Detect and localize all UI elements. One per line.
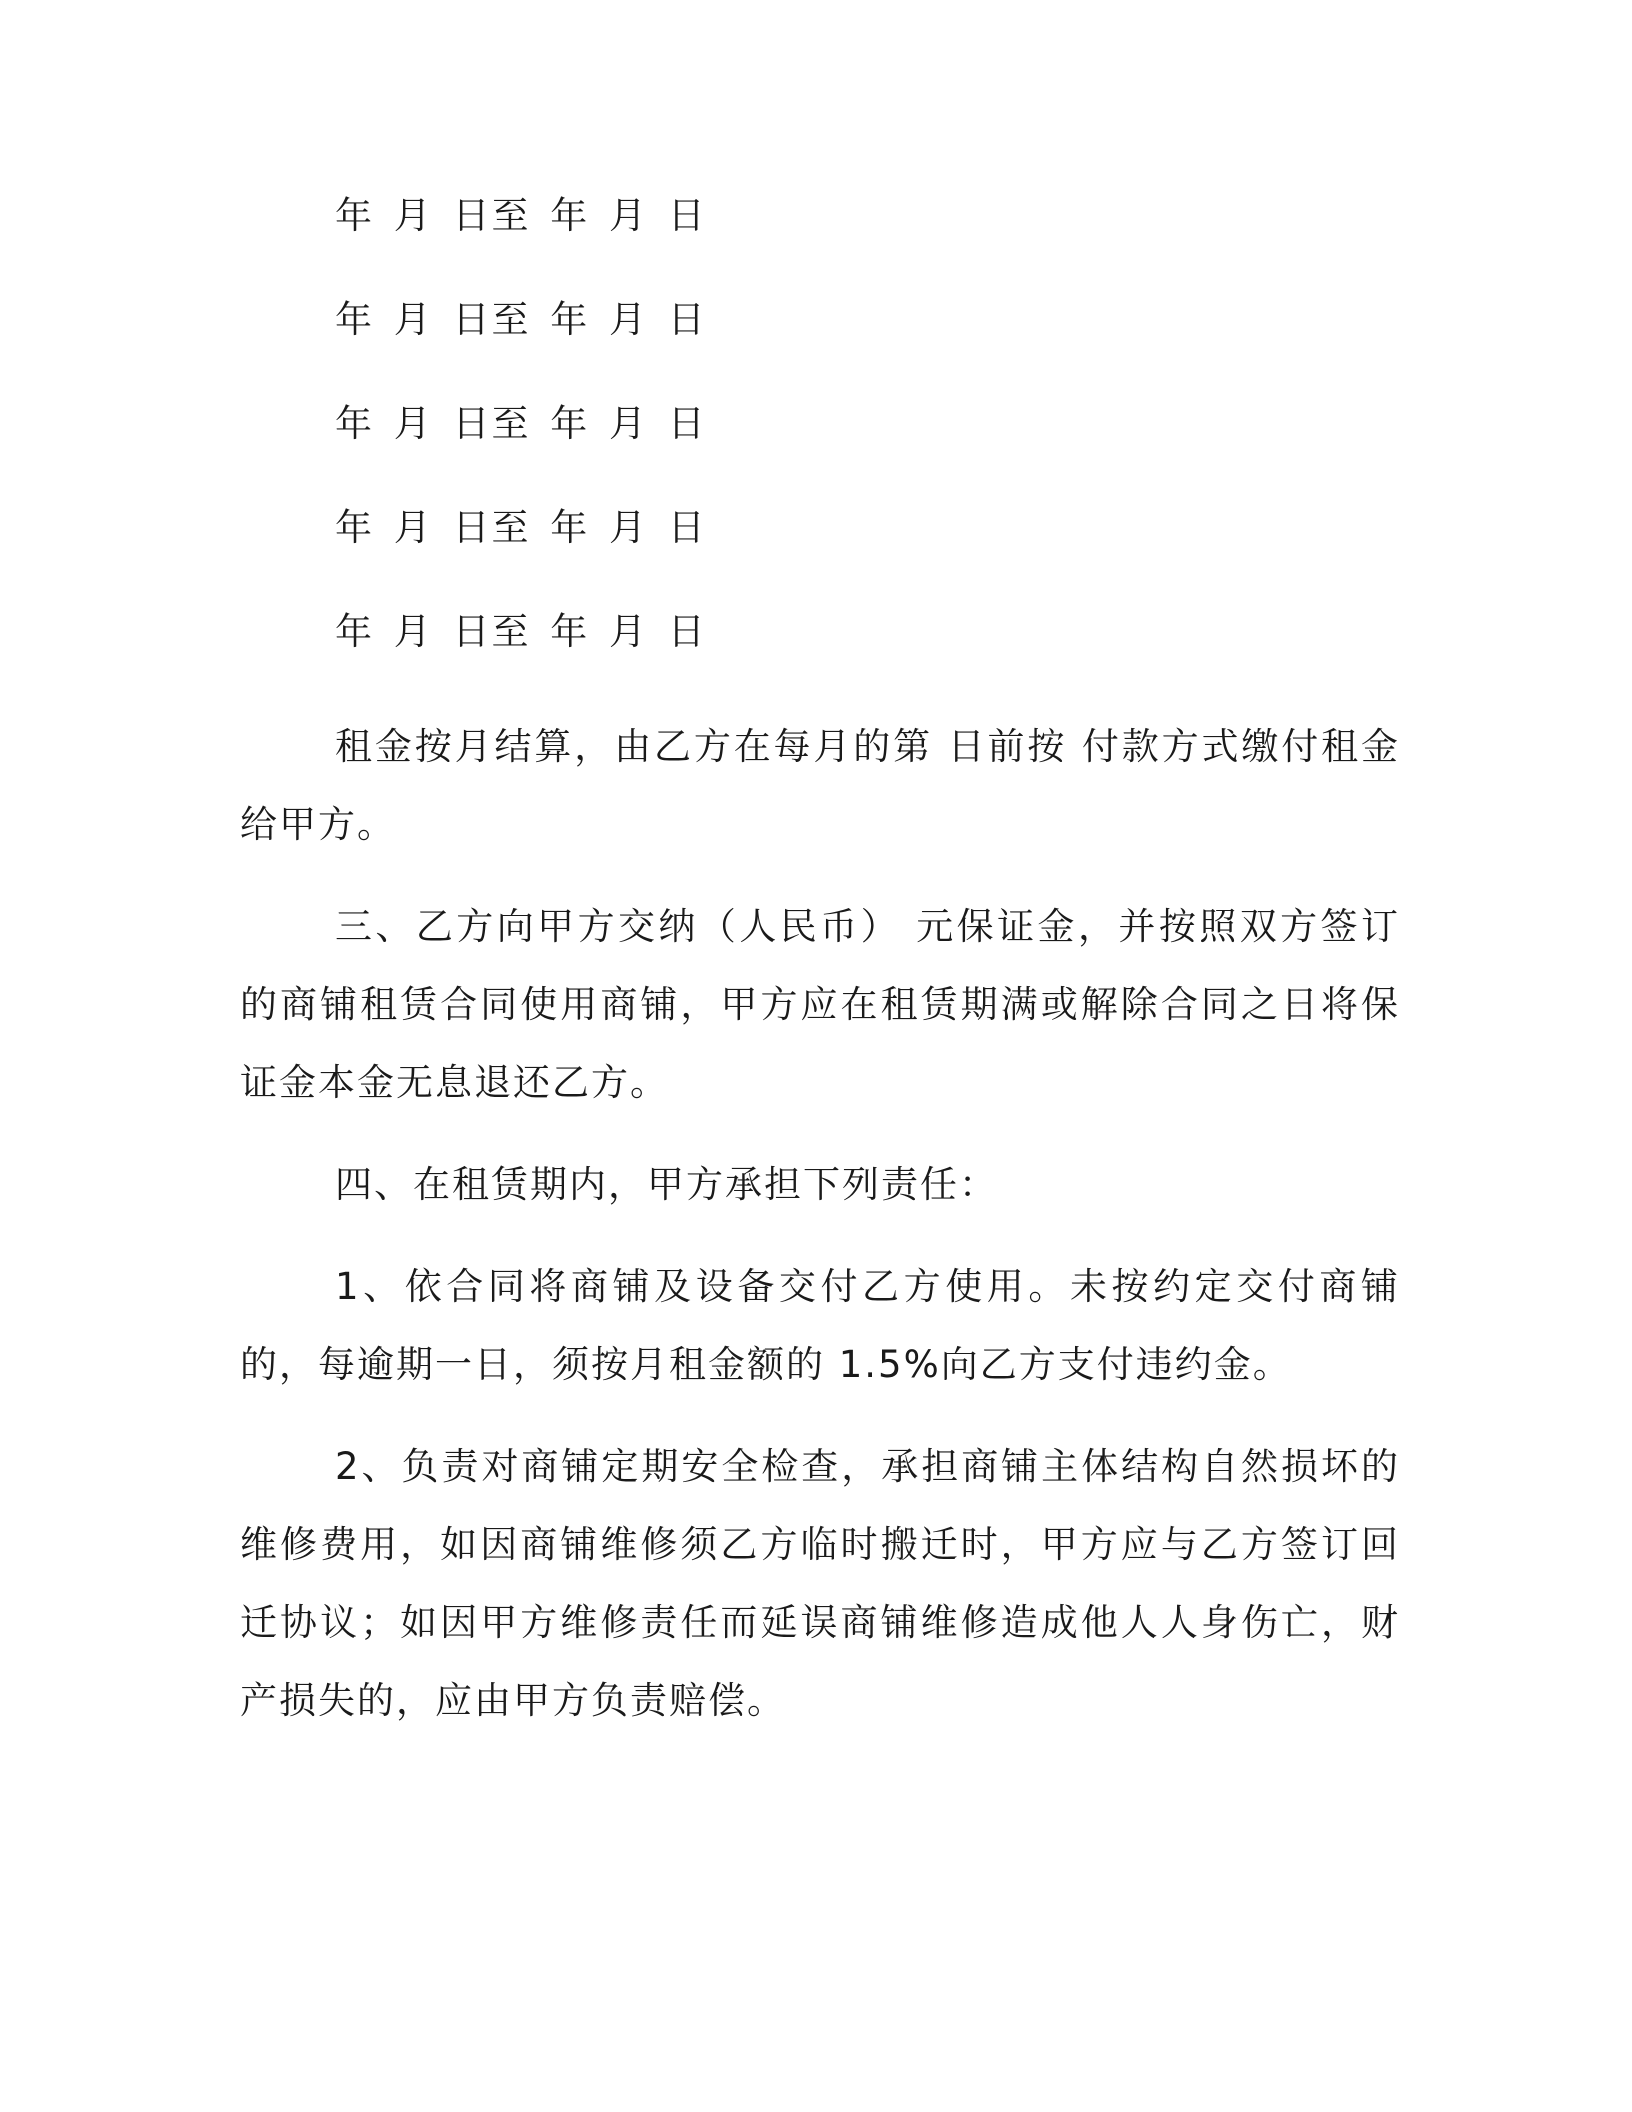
rental-period-line: 年 月 日至 年 月 日 (335, 194, 707, 237)
rental-period-line: 年 月 日至 年 月 日 (335, 298, 707, 341)
rental-period-list (335, 190, 707, 710)
rental-period-line: 年 月 日至 年 月 日 (335, 610, 707, 653)
deposit-clause-paragraph: 三、乙方向甲方交纳（人民币） 元保证金，并按照双方签订的商铺租赁合同使用商铺，甲方应在租赁期满或解除合同之日将保证金本金无息退还乙方。 (240, 905, 1400, 1104)
contract-body (240, 708, 1400, 1764)
duty-item-1: 1、依合同将商铺及设备交付乙方使用。未按约定交付商铺的，每逾期一日，须按月租金额的 1.5%向乙方支付违约金。 (240, 1265, 1400, 1386)
duty-item-2: 2、负责对商铺定期安全检查，承担商铺主体结构自然损坏的维修费用，如因商铺维修须乙方临时搬迁时，甲方应与乙方签订回迁协议；如因甲方维修责任而延误商铺维修造成他人人身伤亡，财产损失的，应由甲方负责赔偿。 (240, 1445, 1400, 1722)
rental-period-line: 年 月 日至 年 月 日 (335, 506, 707, 549)
lessor-duties-heading: 四、在租赁期内，甲方承担下列责任： (335, 1163, 998, 1206)
rent-payment-paragraph: 租金按月结算，由乙方在每月的第 日前按 付款方式缴付租金给甲方。 (240, 725, 1400, 846)
rental-period-line: 年 月 日至 年 月 日 (335, 402, 707, 445)
